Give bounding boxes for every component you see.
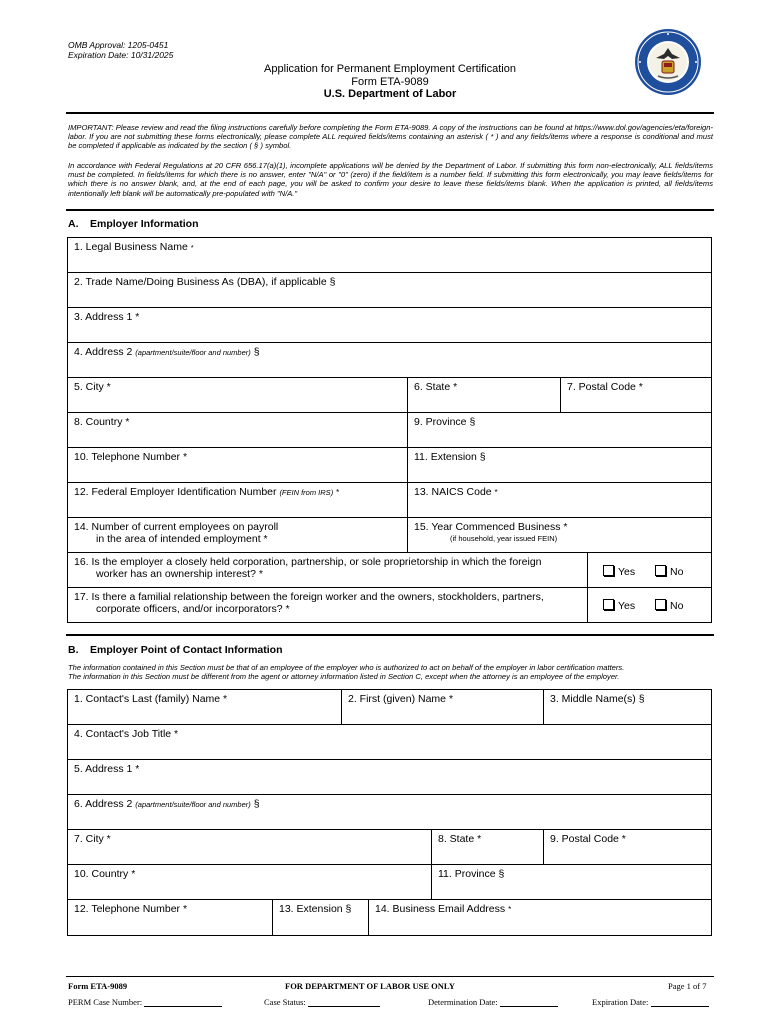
footer-form-id: Form ETA-9089 [68,981,128,991]
familial-no-option[interactable]: No [655,599,683,612]
contact-postal-code-field[interactable]: 9. Postal Code * [543,829,712,865]
title-line-2: Form ETA-9089 [351,75,429,88]
dol-seal-icon [634,28,702,96]
contact-address1-field[interactable]: 5. Address 1 * [67,759,712,795]
title-line-3: U.S. Department of Labor [323,88,457,100]
section-b-heading: B. Employer Point of Contact Information [68,644,283,656]
footer-expiration-date: Expiration Date: [592,997,709,1007]
checkbox-icon[interactable] [655,599,666,610]
contact-state-field[interactable]: 8. State * [431,829,544,865]
trade-name-field[interactable]: 2. Trade Name/Doing Business As (DBA), if applicable § [67,272,712,308]
footer-dol-use: FOR DEPARTMENT OF LABOR USE ONLY [285,981,455,991]
fein-field[interactable]: 12. Federal Employer Identification Number (FEIN from IRS) * [67,482,408,518]
footer-page-number: Page 1 of 7 [668,981,707,991]
familial-relationship-question: 17. Is there a familial relationship between the foreign worker and the owners, stockholders, partners, corporate officers, and/or incorporators? * [67,587,588,623]
legal-business-name-field[interactable]: 1. Legal Business Name * [67,237,712,273]
checkbox-icon[interactable] [603,565,614,576]
expiration-date-line[interactable] [651,1006,709,1007]
contact-job-title-field[interactable]: 4. Contact's Job Title * [67,724,712,760]
ownership-no-option[interactable]: No [655,565,683,578]
employer-address1-field[interactable]: 3. Address 1 * [67,307,712,343]
ownership-interest-question: 16. Is the employer a closely held corporation, partnership, or sole proprietorship in which the foreign worker has an ownership interest? * [67,552,588,588]
employer-address2-field[interactable]: 4. Address 2 (apartment/suite/floor and number) § [67,342,712,378]
contact-email-field[interactable]: 14. Business Email Address * [368,899,712,936]
determination-date: Determination Date: [428,997,558,1007]
ownership-yes-option[interactable]: Yes [603,565,635,578]
familial-relationship-answer [587,587,712,623]
employer-state-field[interactable]: 6. State * [407,377,561,413]
perm-case-number: PERM Case Number: [68,997,222,1007]
top-rule [66,112,714,114]
naics-code-field[interactable]: 13. NAICS Code * [407,482,712,518]
familial-yes-option[interactable]: Yes [603,599,635,612]
case-status-line[interactable] [308,1006,380,1007]
omb-approval: OMB Approval: 1205-0451 [68,40,169,50]
employer-country-field[interactable]: 8. Country * [67,412,408,448]
contact-extension-field[interactable]: 13. Extension § [272,899,369,936]
checkbox-icon[interactable] [655,565,666,576]
section-a-heading: A. Employer Information [68,218,199,230]
regulation-paragraph: In accordance with Federal Regulations at 20 CFR 656.17(a)(1), incomplete applications will be denied by the Department of Labor. If submitting this form non-electronically, ALL fields/items must be completed. In fields/items for which there is no answer, enter "N/A" or "0" (zero) if the field/item is a number field. If submitting this form electronically, you may leave fields/items for which there is no answer blank, and, at the end of each page, you will be asked to confirm your desire to leave these fields/items blank. When the application is printed, all fields/items intentionally left blank will be automatically pre-populated with "N/A." [68,161,713,198]
contact-address2-field[interactable]: 6. Address 2 (apartment/suite/floor and number) § [67,794,712,830]
ownership-interest-answer [587,552,712,588]
footer-rule [66,976,714,977]
contact-telephone-field[interactable]: 12. Telephone Number * [67,899,273,936]
title-line-1: Application for Permanent Employment Certification [264,63,516,75]
determination-date-line[interactable] [500,1006,558,1007]
employer-extension-field[interactable]: 11. Extension § [407,447,712,483]
checkbox-icon[interactable] [603,599,614,610]
contact-last-name-field[interactable]: 1. Contact's Last (family) Name * [67,689,342,725]
section-a-rule [66,209,714,211]
section-b-rule [66,634,714,636]
important-paragraph: IMPORTANT: Please review and read the filing instructions carefully before completing the Form ETA-9089. A copy of the instructions can be found at https://www.dol.gov/agencies/eta/foreign-labor. If you are not submitting these forms electronically, please complete ALL required fields/items containing an asterisk ( * ) and any fields/items where a response is conditional and must be completed if applicable as indicated by the section ( § ) symbol. [68,123,713,151]
contact-province-field[interactable]: 11. Province § [431,864,712,900]
section-b-note: The information contained in this Section must be that of an employee of the employer who is authorized to act on behalf of the employer in labor certification matters. The information in this Section must be different from the agent or attorney information listed in Section C, except when the attorney is an employee of the employer. [68,663,625,682]
year-commenced-field[interactable]: 15. Year Commenced Business * (if household, year issued FEIN) [407,517,712,553]
contact-first-name-field[interactable]: 2. First (given) Name * [341,689,544,725]
employer-postal-code-field[interactable]: 7. Postal Code * [560,377,712,413]
employee-count-field[interactable]: 14. Number of current employees on payroll in the area of intended employment * [67,517,408,553]
contact-city-field[interactable]: 7. City * [67,829,432,865]
omb-info [68,40,173,60]
employer-province-field[interactable]: 9. Province § [407,412,712,448]
expiration-date: Expiration Date: 10/31/2025 [68,50,174,60]
perm-case-number-line[interactable] [144,1006,222,1007]
employer-city-field[interactable]: 5. City * [67,377,408,413]
contact-country-field[interactable]: 10. Country * [67,864,432,900]
employer-telephone-field[interactable]: 10. Telephone Number * [67,447,408,483]
contact-middle-name-field[interactable]: 3. Middle Name(s) § [543,689,712,725]
case-status: Case Status: [264,997,380,1007]
